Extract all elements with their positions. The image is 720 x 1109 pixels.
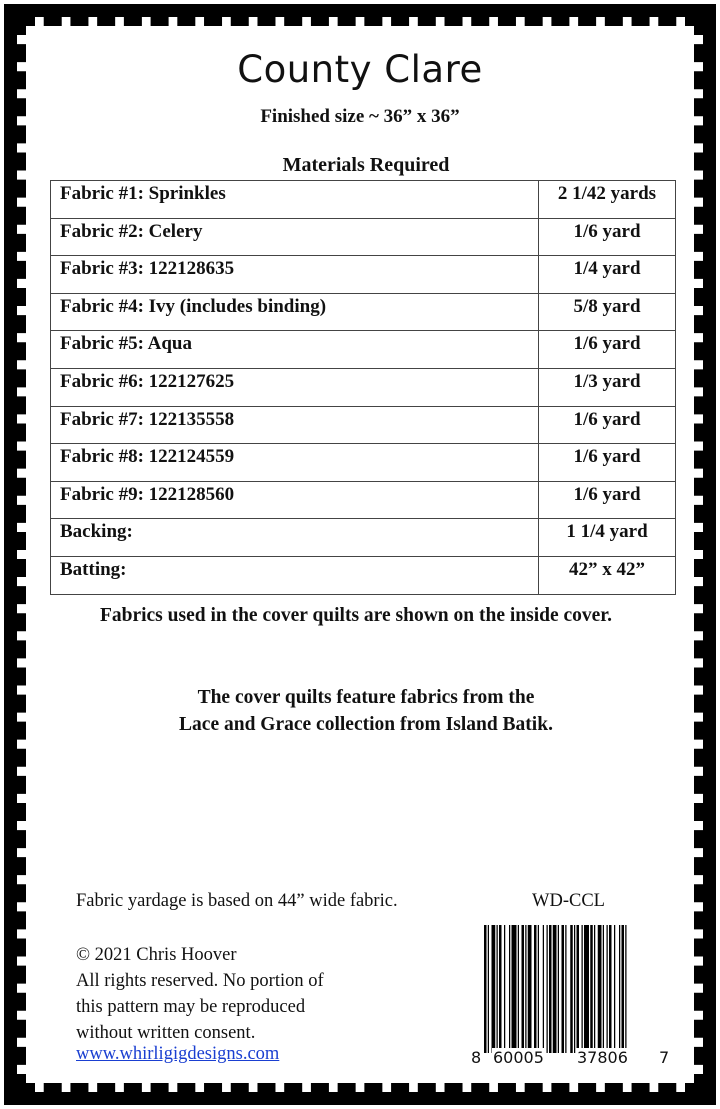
barcode-leading-digit: 8 [471,1048,482,1067]
copyright-line: © 2021 Chris Hoover [76,945,237,965]
page-title: County Clare [237,48,483,91]
inside-cover-note: Fabrics used in the cover quilts are shown on the inside cover. [99,605,613,626]
fabric-name: Fabric #8: 122124559 [51,444,539,482]
fabric-amount: 1/4 yard [539,256,676,294]
materials-row [51,556,676,594]
copyright-line: this pattern may be reproduced [76,997,306,1017]
materials-row [51,331,676,369]
fabric-name: Fabric #3: 122128635 [51,256,539,294]
materials-heading: Materials Required [282,154,450,176]
materials-row [51,368,676,406]
materials-row [51,444,676,482]
fabric-amount: 1/6 yard [539,481,676,519]
barcode-trailing-digit: 7 [659,1048,670,1067]
collection-note-line-2: Lace and Grace collection from Island Batik. [179,714,553,735]
fabric-name: Fabric #5: Aqua [51,331,539,369]
fabric-amount: 1/6 yard [539,406,676,444]
fabric-amount: 5/8 yard [539,293,676,331]
fabric-amount: 1 1/4 yard [539,519,676,557]
barcode-left-group: 60005 [493,1048,544,1067]
copyright-block [76,942,324,1046]
copyright-line: without written consent. [76,1023,256,1043]
fabric-name: Fabric #2: Celery [51,218,539,256]
barcode-bars [470,925,670,1059]
materials-row [51,293,676,331]
materials-row [51,519,676,557]
yardage-note: Fabric yardage is based on 44” wide fabric. [76,891,398,911]
pattern-code: WD-CCL [532,891,605,911]
barcode-right-group: 37806 [577,1048,628,1067]
fabric-name: Fabric #6: 122127625 [51,368,539,406]
fabric-name: Fabric #7: 122135558 [51,406,539,444]
finished-size: Finished size ~ 36” x 36” [260,106,460,127]
fabric-amount: 1/3 yard [539,368,676,406]
materials-row [51,406,676,444]
fabric-name: Backing: [51,519,539,557]
materials-row [51,481,676,519]
fabric-amount: 1/6 yard [539,444,676,482]
fabric-amount: 42” x 42” [539,556,676,594]
collection-note-line-1: The cover quilts feature fabrics from the [197,687,535,708]
fabric-amount: 1/6 yard [539,218,676,256]
fabric-name: Batting: [51,556,539,594]
copyright-line: All rights reserved. No portion of [76,971,324,991]
materials-row [51,218,676,256]
fabric-amount: 1/6 yard [539,331,676,369]
website-link[interactable]: www.whirligigdesigns.com [76,1044,280,1064]
fabric-name: Fabric #4: Ivy (includes binding) [51,293,539,331]
materials-row [51,256,676,294]
barcode [470,925,670,1071]
collection-note [0,684,720,738]
fabric-amount: 2 1/42 yards [539,181,676,219]
fabric-name: Fabric #1: Sprinkles [51,181,539,219]
materials-table [50,180,676,595]
materials-row [51,181,676,219]
fabric-name: Fabric #9: 122128560 [51,481,539,519]
